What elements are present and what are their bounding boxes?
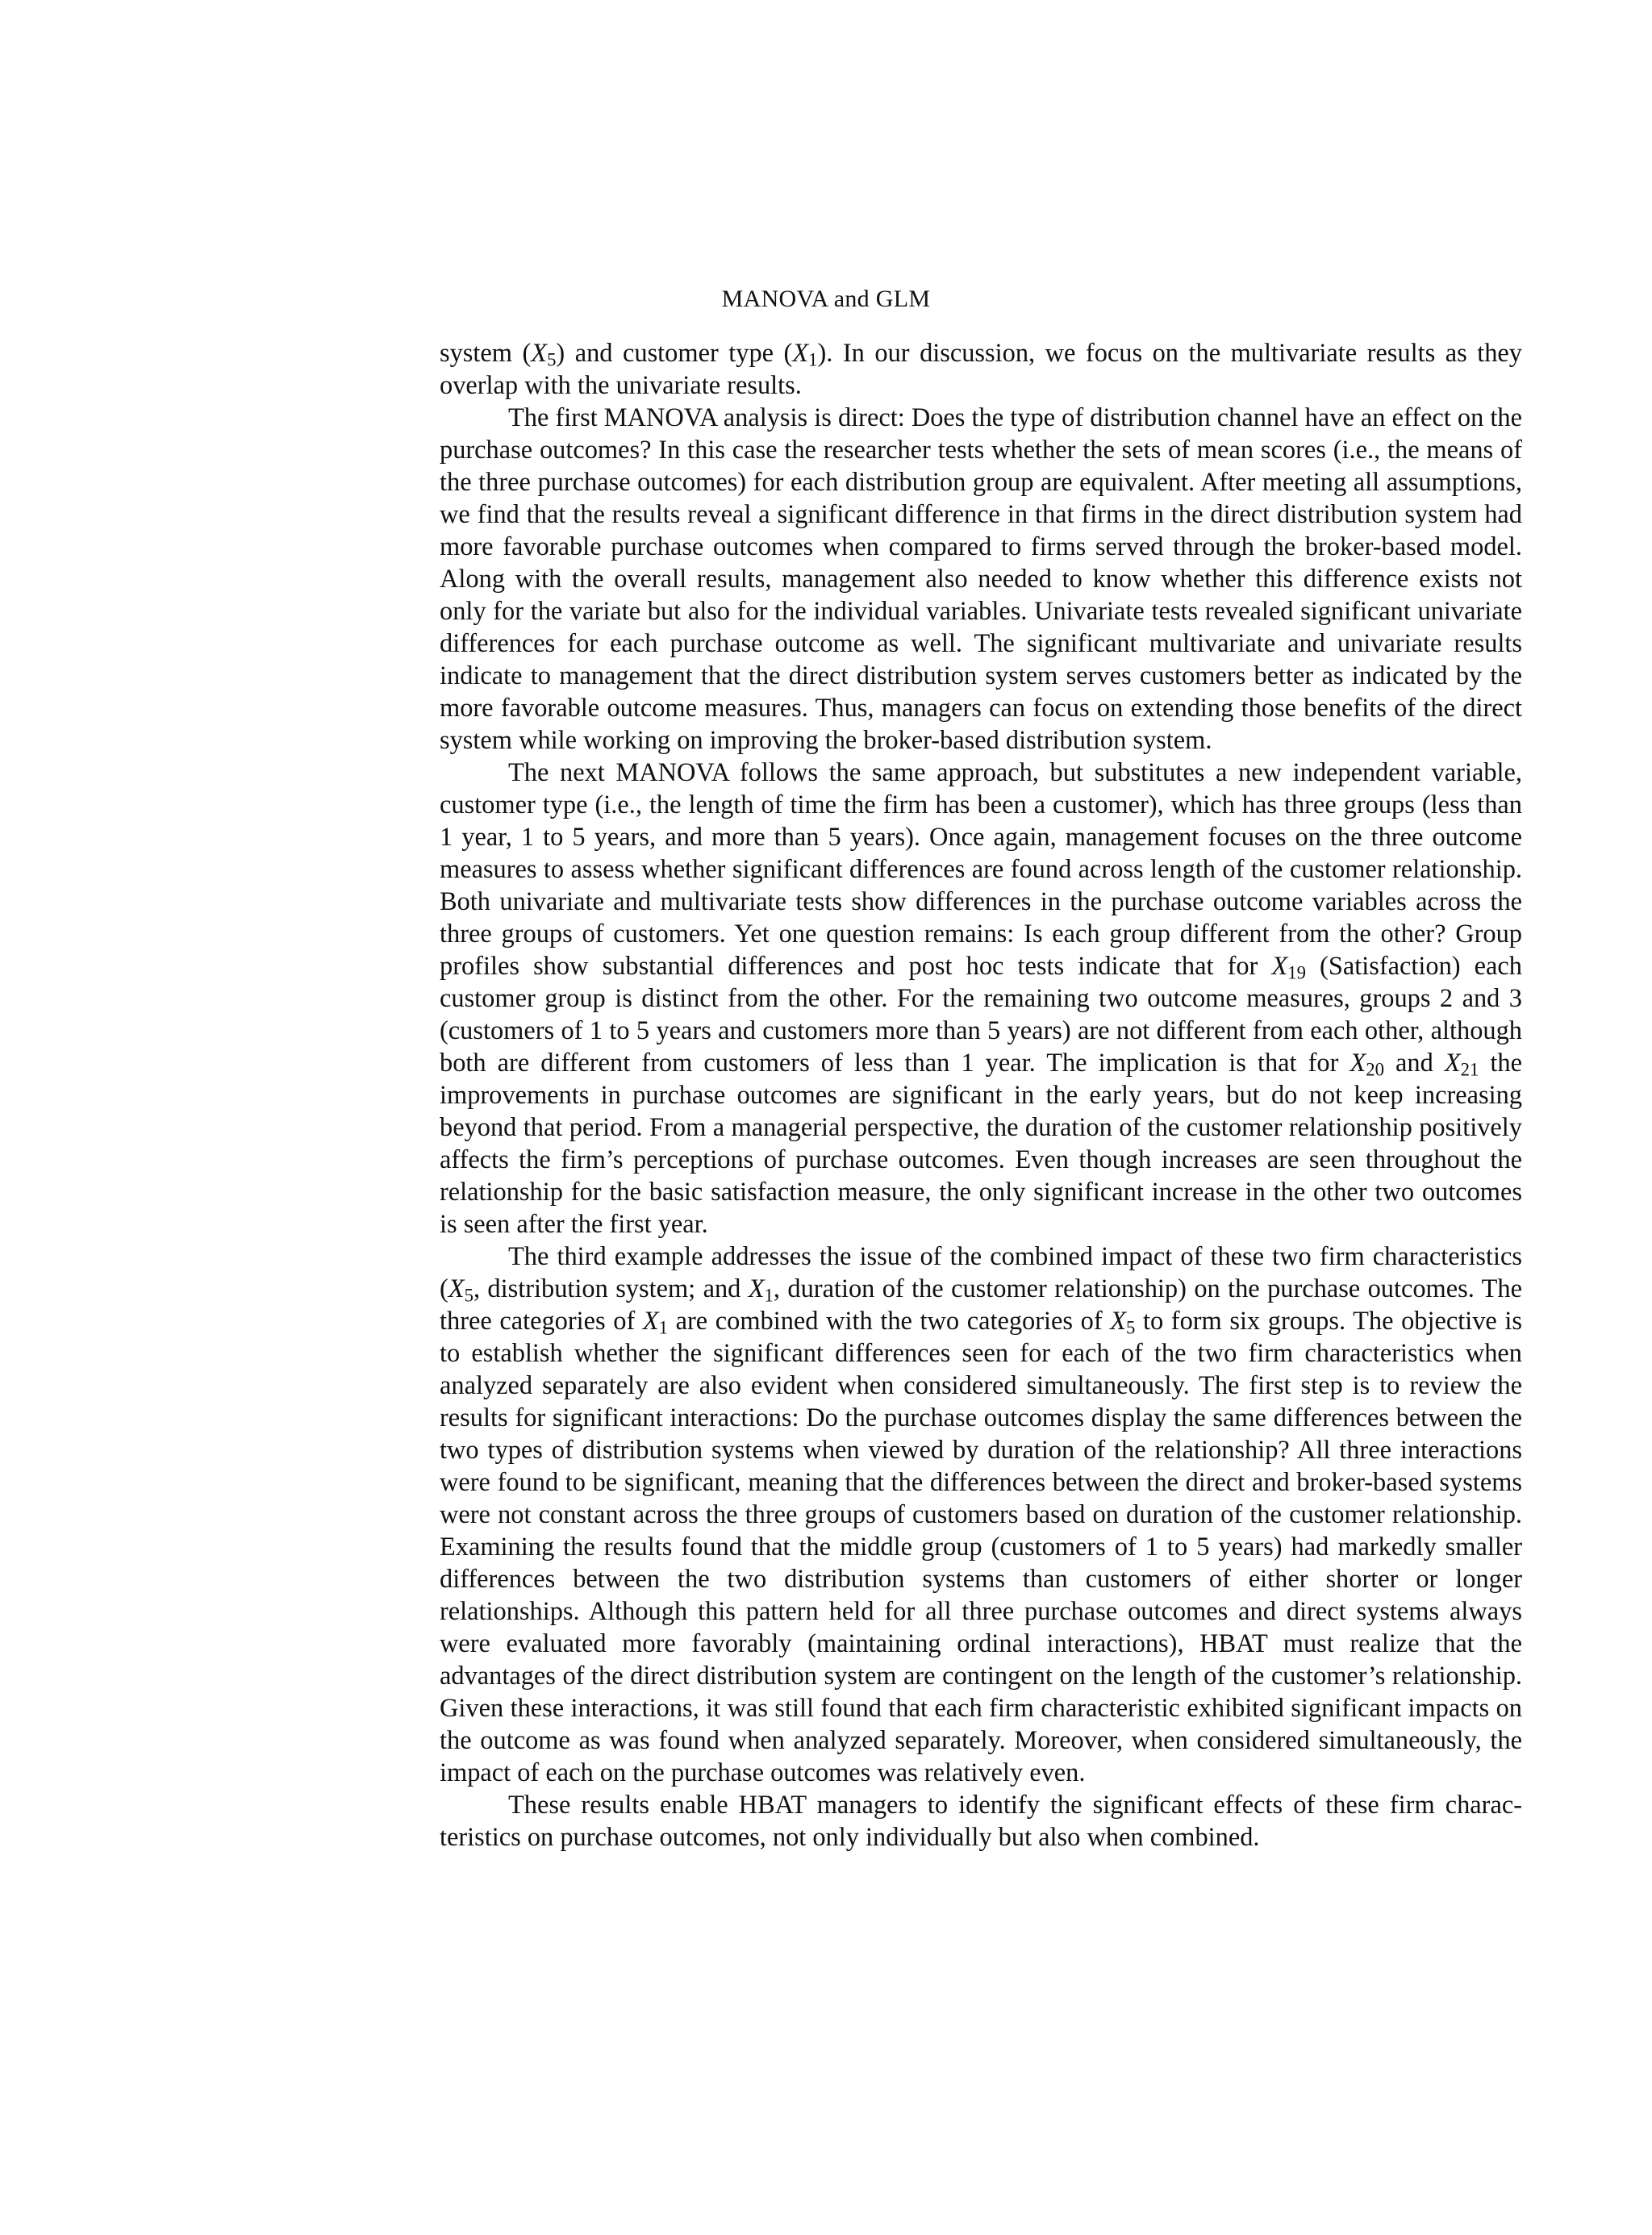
text-run: system ( (440, 339, 532, 368)
text-run: These results enable HBAT managers to identify the significant effects of these firm characteristics on purchase outcomes, not only individually but also when combined. (440, 1791, 1522, 1852)
text-run: are combined with the two categories of (668, 1307, 1111, 1336)
math-variable (748, 1274, 774, 1306)
math-variable (643, 1307, 668, 1336)
variable-symbol: X (792, 339, 809, 368)
text-run: ) and customer type ( (556, 339, 793, 368)
paragraph (440, 1789, 1522, 1853)
variable-subscript: 1 (764, 1285, 774, 1306)
variable-symbol: X (531, 339, 548, 368)
paragraph (440, 1241, 1522, 1789)
text-run: , distribution system; and (473, 1274, 749, 1303)
text-run: to form six groups. The objective is to establish whether the significant differences seen for each of the two firm characteristics when analyzed separately are also evident when considered simultaneously. The first step is to review the results for significant interactions: Do the purchase outcomes display the same differences between the two types of distribution systems when viewed by duration of the relationship? All three interactions were found to be significant, meaning that the differences between the direct and broker-based systems were not constant across the three groups of customers based on duration of the customer relationship. Examining the results found that the middle group (customers of 1 to 5 years) had markedly smaller differences between the two distribution systems than customers of either shorter or longer relationships. Although this pattern held for all three purchase outcomes and direct systems always were evaluated more favorably (maintaining ordinal interactions), HBAT must realize that the advantages of the direct distribution system are contingent on the length of the customer’s relationship. Given these interactions, it was still found that each firm characteristic exhibited significant impacts on the outcome as was found when analyzed separately. Moreover, when considered simultaneously, the impact of each on the purchase outcomes was relatively even. (440, 1307, 1522, 1787)
text-run: The next MANOVA follows the same approach, but substitutes a new independent variable, customer type (i.e., the length of time the firm has been a customer), which has three groups (less than 1 year, 1 to 5 years, and more than 5 years). Once again, management focuses on the three outcome measures to assess whether significant differences are found across length of the customer relationship. Both univariate and multivariate tests show differences in the purchase outcome variables across the three groups of customers. Yet one question remains: Is each group different from the other? Group profiles show substantial differences and post hoc tests indicate that for (440, 758, 1522, 981)
text-run: ). In our discussion, we focus on the multivariate results as they overlap with the univariate results. (440, 339, 1522, 400)
text-run: the improvements in purchase outcomes are significant in the early years, but do not keep increasing beyond that period. From a managerial perspective, the duration of the customer relationship positively affects the firm’s perceptions of purchase outcomes. Even though increases are seen throughout the relationship for the basic satisfaction measure, the only significant increase in the other two outcomes is seen after the first year. (440, 1049, 1523, 1239)
variable-symbol: X (1444, 1049, 1461, 1078)
text-run: The third example addresses the issue of the combined impact of these two firm characteristics ( (440, 1242, 1522, 1303)
variable-subscript: 5 (1126, 1317, 1136, 1338)
math-variable (448, 1274, 473, 1306)
running-header: MANOVA and GLM (721, 286, 931, 312)
math-variable (1110, 1307, 1135, 1336)
body-text (440, 337, 1522, 1853)
paragraph (440, 337, 1522, 402)
math-variable (531, 339, 556, 368)
variable-symbol: X (448, 1274, 465, 1303)
paragraph (440, 402, 1522, 757)
variable-subscript: 20 (1366, 1059, 1384, 1080)
text-run: , duration of the customer relationship) on the purchase outcomes. The three categories of (440, 1274, 1522, 1336)
variable-symbol: X (1350, 1049, 1366, 1078)
variable-subscript: 1 (658, 1317, 668, 1338)
math-variable (792, 339, 817, 368)
math-variable (1271, 952, 1305, 981)
variable-symbol: X (1110, 1307, 1127, 1336)
paragraph (440, 757, 1522, 1241)
variable-subscript: 21 (1460, 1059, 1479, 1080)
variable-subscript: 5 (464, 1285, 473, 1306)
variable-symbol: X (748, 1274, 765, 1303)
variable-symbol: X (1271, 952, 1288, 981)
math-variable (1350, 1049, 1383, 1078)
variable-subscript: 1 (808, 349, 818, 370)
variable-subscript: 19 (1287, 962, 1306, 983)
math-variable (1445, 1049, 1479, 1078)
variable-subscript: 5 (547, 349, 557, 370)
text-run: (Satisfaction) each customer group is distinct from the other. For the remaining two outcome measures, groups 2 and 3 (customers of 1 to 5 years and customers more than 5 years) are not different from each other, although both are different from customers of less than 1 year. The implication is that for (440, 952, 1523, 1078)
text-run: and (1383, 1049, 1445, 1078)
variable-symbol: X (642, 1307, 659, 1336)
text-run: The first MANOVA analysis is direct: Does the type of distribution channel have an effect on the purchase outcomes? In this case the researcher tests whether the sets of mean scores (i.e., the means of the three purchase outcomes) for each distribution group are equivalent. After meeting all assumptions, we find that the results reveal a significant difference in that firms in the direct distribution system had more favorable purchase outcomes when compared to firms served through the broker-based model. Along with the overall results, management also needed to know whether this difference exists not only for the variate but also for the individual variables. Univariate tests revealed significant univariate differences for each purchase outcome as well. The significant multivariate and univariate results indicate to management that the direct distribution system serves customers better as indicated by the more favorable outcome measures. Thus, managers can focus on extending those benefits of the direct system while working on improving the broker-based distribution system. (440, 403, 1522, 755)
